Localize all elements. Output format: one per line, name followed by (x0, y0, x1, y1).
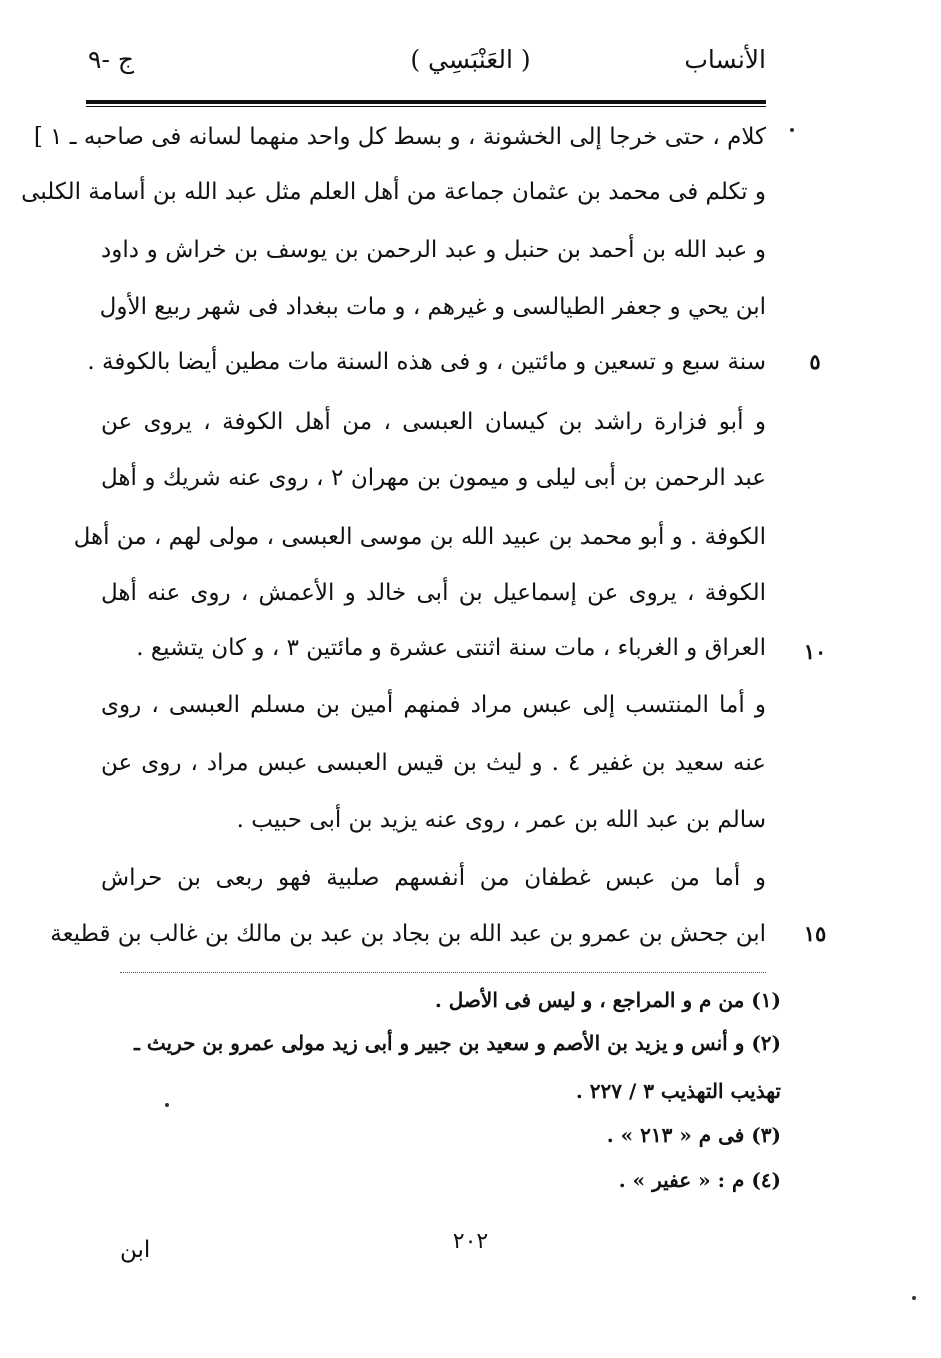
footnote: (٢) و أنس و يزيد بن الأصم و سعيد بن جبير و أبى زيد مولى عمرو بن حريث ـ (134, 1031, 781, 1055)
footnote: (١) من م و المراجع ، و ليس فى الأصل . (434, 988, 781, 1012)
text-line: و أما المنتسب إلى عبس مراد فمنهم أمين بن مسلم العبسى ، روى (101, 692, 766, 718)
text-line: و أبو فزارة راشد بن كيسان العبسى ، من أهل الكوفة ، يروى عن (101, 409, 766, 435)
text-line: ابن يحي و جعفر الطيالسى و غيرهم ، و مات ببغداد فى شهر ربيع الأول (99, 294, 766, 320)
text-line: و أما من عبس غطفان من أنفسهم صلبية فهو ربعى بن حراش (101, 865, 766, 891)
footnote-separator (120, 972, 766, 973)
text-line: عنه سعيد بن غفير ٤ . و ليث بن قيس العبسى عبس مراد ، روى عن (101, 750, 766, 776)
text-line: الكوفة . و أبو محمد بن عبيد الله بن موسى العبسى ، مولى لهم ، من أهل (73, 524, 766, 550)
running-title: الأنساب (684, 45, 766, 74)
catchword: ابن (120, 1237, 151, 1263)
ink-speck (165, 1103, 169, 1107)
ink-speck (790, 128, 794, 132)
text-line: و تكلم فى محمد بن عثمان جماعة من أهل العلم مثل عبد الله بن أسامة الكلبى (21, 179, 766, 205)
text-line: الكوفة ، يروى عن إسماعيل بن أبى خالد و الأعمش ، روى عنه أهل (101, 580, 766, 606)
footnote: تهذيب التهذيب ٣ / ٢٢٧ . (575, 1079, 781, 1103)
footnote: (٤) م : « عفير » . (618, 1168, 781, 1192)
line-number-5: ٥ (809, 349, 821, 374)
volume-label: ج -٩ (88, 45, 134, 74)
text-line: سالم بن عبد الله بن عمر ، روى عنه يزيد بن أبى حبيب . (236, 807, 766, 833)
footnote: (٣) فى م « ٢١٣ » . (606, 1123, 781, 1147)
ink-speck (912, 1296, 916, 1300)
line-number-10: ١٠ (803, 639, 827, 664)
text-line: سنة سبع و تسعين و مائتين ، و فى هذه السنة مات مطين أيضا بالكوفة . (87, 349, 766, 375)
text-line: العراق و الغرباء ، مات سنة اثنتى عشرة و مائتين ٣ ، و كان يتشيع . (136, 635, 766, 661)
text-line: و عبد الله بن أحمد بن حنبل و عبد الرحمن بن يوسف بن خراش و داود (101, 237, 766, 263)
line-number-15: ١٥ (803, 921, 827, 946)
text-line: ابن جحش بن عمرو بن عبد الله بن بجاد بن عبد بن مالك بن غالب بن قطيعة (50, 921, 766, 947)
page-number: ٢٠٢ (452, 1229, 489, 1254)
text-line: كلام ، حتى خرجا إلى الخشونة ، و بسط كل واحد منهما لسانه فى صاحبه ـ ١ ] (33, 124, 766, 150)
section-title: ( العَنْبَسِي ) (410, 45, 531, 74)
text-line: عبد الرحمن بن أبى ليلى و ميمون بن مهران ٢ ، روى عنه شريك و أهل (101, 465, 766, 491)
header-rule-thick (86, 100, 766, 104)
header-rule-thin (86, 106, 766, 107)
